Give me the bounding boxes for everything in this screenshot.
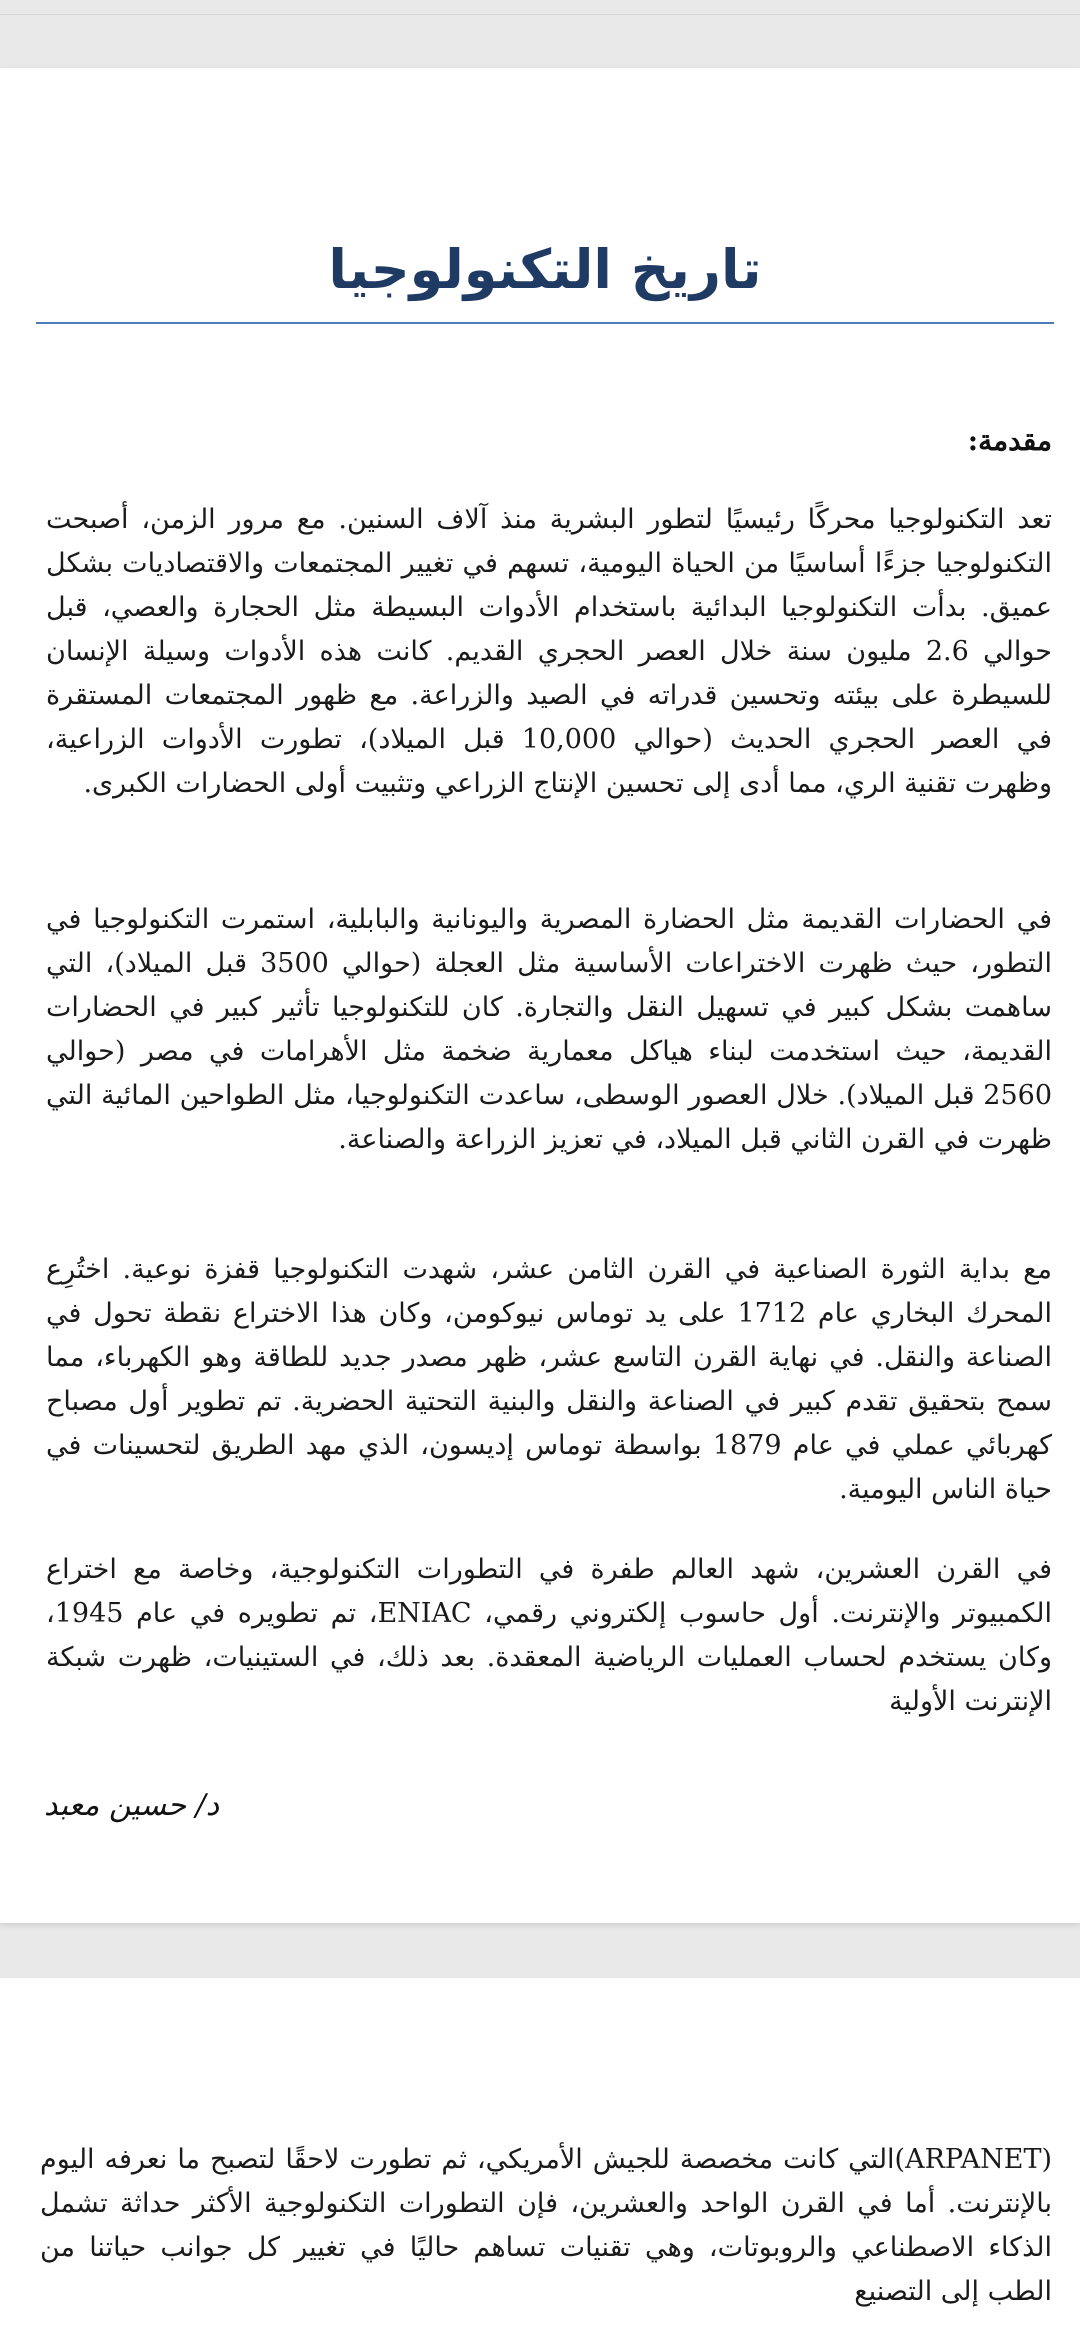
document-title: تاريخ التكنولوجيا	[328, 238, 762, 301]
paragraph-4: في القرن العشرين، شهد العالم طفرة في التطورات التكنولوجية، وخاصة مع اختراع الكمبيوتر والإنترنت. أول حاسوب إلكتروني رقمي، ENIAC، تم تطويره في عام 1945، وكان يستخدم لحساب العمليات الرياضية المعقدة. بعد ذلك، في الستينيات، ظهرت شبكة الإنترنت الأولية	[46, 1554, 1052, 1717]
top-divider	[0, 14, 1080, 15]
title-underline	[36, 322, 1054, 324]
document-page-2[interactable]	[0, 1978, 1080, 2340]
paragraph-1: تعد التكنولوجيا محركًا رئيسيًا لتطور البشرية منذ آلاف السنين. مع مرور الزمن، أصبحت التكنولوجيا جزءًا أساسيًا من الحياة اليومية، تسهم في تغيير المجتمعات والاقتصاديات بشكل عميق. بدأت التكنولوجيا البدائية باستخدام الأدوات البسيطة مثل الحجارة والعصي، قبل حوالي 2.6 مليون سنة خلال العصر الحجري القديم. كانت هذه الأدوات وسيلة الإنسان للسيطرة على بيئته وتحسين قدراته في الصيد والزراعة. مع ظهور المجتمعات المستقرة في العصر الحجري الحديث (حوالي 10,000 قبل الميلاد)، تطورت الأدوات الزراعية، وظهرت تقنية الري، مما أدى إلى تحسين الإنتاج الزراعي وتثبيت أولى الحضارات الكبرى.	[46, 504, 1053, 799]
document-page-1[interactable]	[0, 68, 1080, 1923]
paragraph-3: مع بداية الثورة الصناعية في القرن الثامن عشر، شهدت التكنولوجيا قفزة نوعية. اختُرِع المحرك البخاري عام 1712 على يد توماس نيوكومن، وكان هذا الاختراع نقطة تحول في الصناعة والنقل. في نهاية القرن التاسع عشر، ظهر مصدر جديد للطاقة وهو الكهرباء، مما سمح بتحقيق تقدم كبير في الصناعة والنقل والبنية التحتية الحضرية. تم تطوير أول مصباح كهربائي عملي في عام 1879 بواسطة توماس إديسون، الذي مهد الطريق لتحسينات في حياة الناس اليومية.	[46, 1254, 1052, 1505]
viewer-top-strip	[0, 0, 1080, 68]
intro-heading: مقدمة:	[967, 424, 1052, 457]
page-2-paragraph: (ARPANET)التي كانت مخصصة للجيش الأمريكي، ثم تطورت لاحقًا لتصبح ما نعرفه اليوم بالإنترنت. أما في القرن الواحد والعشرين، فإن التطورات التكنولوجية الأكثر حداثة تشمل الذكاء الاصطناعي والروبوتات، وهي تقنيات تساهم حاليًا في تغيير كل جوانب حياتنا من الطب إلى التصنيع	[40, 2144, 1052, 2307]
paragraph-2: في الحضارات القديمة مثل الحضارة المصرية واليونانية والبابلية، استمرت التكنولوجيا في التطور، حيث ظهرت الاختراعات الأساسية مثل العجلة (حوالي 3500 قبل الميلاد)، التي ساهمت بشكل كبير في تسهيل النقل والتجارة. كان للتكنولوجيا تأثير كبير في الحضارات القديمة، حيث استخدمت لبناء هياكل معمارية ضخمة مثل الأهرامات في مصر (حوالي 2560 قبل الميلاد). خلال العصور الوسطى، ساعدت التكنولوجيا، مثل الطواحين المائية التي ظهرت في القرن الثاني قبل الميلاد، في تعزيز الزراعة والصناعة.	[46, 904, 1052, 1155]
author-signature: د/ حسين معبد	[44, 1788, 220, 1823]
